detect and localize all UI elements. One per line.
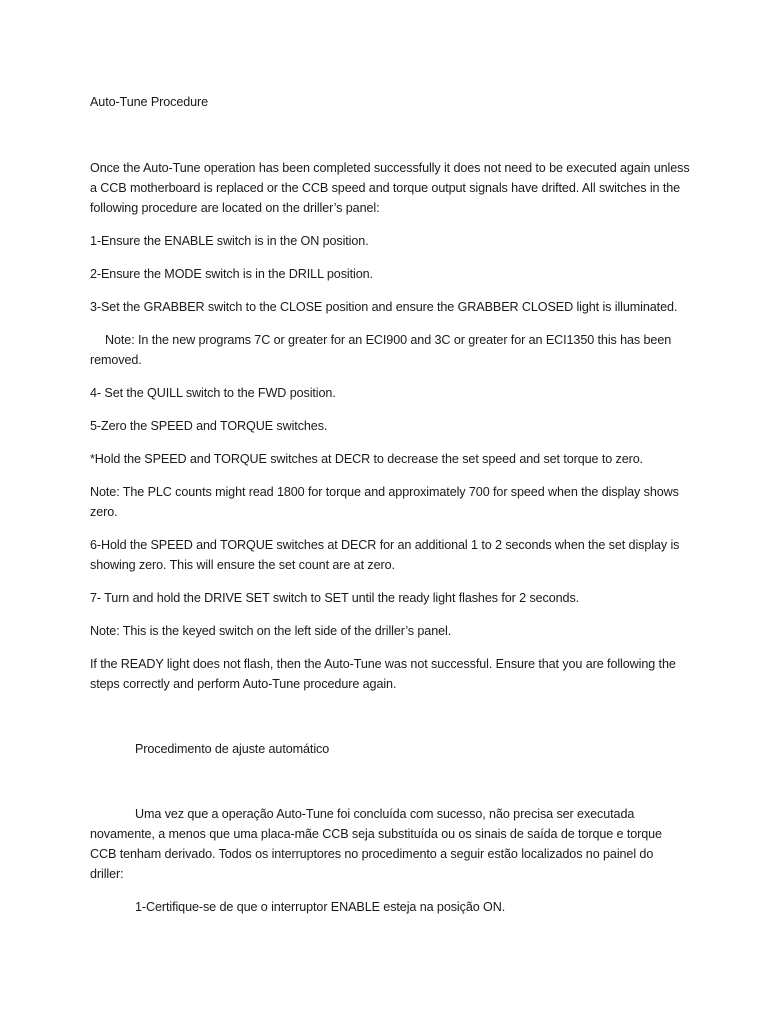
spacer	[90, 112, 690, 158]
spacer	[90, 707, 690, 739]
step-3-en: 3-Set the GRABBER switch to the CLOSE position and ensure the GRABBER CLOSED light is illuminated.	[90, 300, 678, 314]
step-7-en: 7- Turn and hold the DRIVE SET switch to SET until the ready light flashes for 2 seconds.	[90, 591, 580, 605]
document-title-pt: Procedimento de ajuste automático	[135, 742, 330, 756]
note-plc-counts-en: Note: The PLC counts might read 1800 for torque and approximately 700 for speed when the display shows zero.	[90, 485, 679, 519]
step-1-pt: 1-Certifique-se de que o interruptor ENABLE esteja na posição ON.	[135, 900, 506, 914]
note-programs-en: Note: In the new programs 7C or greater for an ECI900 and 3C or greater for an ECI1350 this has been removed.	[90, 333, 672, 367]
step-2-en: 2-Ensure the MODE switch is in the DRILL position.	[90, 267, 373, 281]
document-title-en: Auto-Tune Procedure	[90, 95, 209, 109]
document-body	[90, 92, 690, 930]
step-6-en: 6-Hold the SPEED and TORQUE switches at DECR for an additional 1 to 2 seconds when the set display is showing zero. This will ensure the set count are at zero.	[90, 538, 680, 572]
step-5-detail-en: *Hold the SPEED and TORQUE switches at DECR to decrease the set speed and set torque to zero.	[90, 452, 644, 466]
step-4-en: 4- Set the QUILL switch to the FWD position.	[90, 386, 336, 400]
step-5-en: 5-Zero the SPEED and TORQUE switches.	[90, 419, 328, 433]
spacer	[90, 772, 690, 804]
intro-paragraph-en: Once the Auto-Tune operation has been completed successfully it does not need to be executed again unless a CCB motherboard is replaced or the CCB speed and torque output signals have drifted. All switches in the following procedure are located on the driller’s panel:	[90, 161, 690, 215]
ready-light-paragraph-en: If the READY light does not flash, then the Auto-Tune was not successful. Ensure that you are following the steps correctly and perform Auto-Tune procedure again.	[90, 657, 676, 691]
note-keyed-switch-en: Note: This is the keyed switch on the left side of the driller’s panel.	[90, 624, 452, 638]
step-1-en: 1-Ensure the ENABLE switch is in the ON position.	[90, 234, 369, 248]
intro-paragraph-pt: Uma vez que a operação Auto-Tune foi concluída com sucesso, não precisa ser executada novamente, a menos que uma placa-mãe CCB seja substituída ou os sinais de saída de torque e torque CCB tenham derivado. Todos os interruptores no procedimento a seguir estão localizados no painel do driller:	[90, 807, 662, 881]
